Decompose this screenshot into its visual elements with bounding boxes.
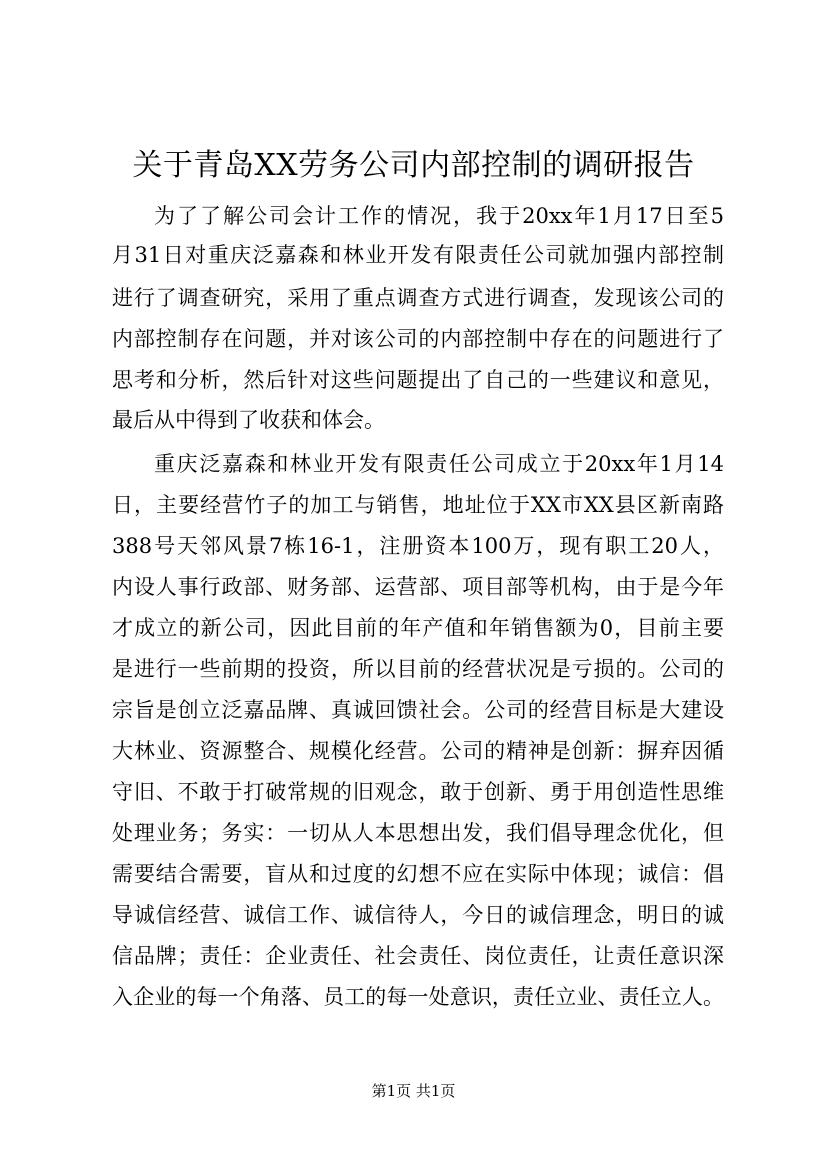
paragraph-2-line-8: 大林业、资源整合、规模化经营。公司的精神是创新：摒弃因循 (112, 739, 724, 763)
paragraph-1-line-4: 内部控制存在问题，并对该公司的内部控制中存在的问题进行了 (112, 327, 724, 351)
paragraph-2-line-11: 需要结合需要，盲从和过度的幻想不应在实际中体现；诚信：倡 (112, 862, 724, 886)
paragraph-2-line-6: 是进行一些前期的投资，所以目前的经营状况是亏损的。公司的 (112, 657, 724, 681)
paragraph-2-line-9: 守旧、不敢于打破常规的旧观念，敢于创新、勇于用创造性思维 (112, 780, 724, 804)
paragraph-1-line-3: 进行了调查研究，采用了重点调查方式进行调查，发现该公司的 (112, 286, 724, 310)
paragraph-2-line-5: 才成立的新公司，因此目前的年产值和年销售额为0，目前主要 (112, 616, 724, 640)
paragraph-2-line-2: 日，主要经营竹子的加工与销售，地址位于XX市XX县区新南路 (112, 493, 724, 517)
paragraph-2-line-10: 处理业务；务实：一切从人本思想出发，我们倡导理念优化，但 (112, 821, 724, 845)
paragraph-1-line-1: 为了了解公司会计工作的情况，我于20xx年1月17日至5 (154, 204, 724, 228)
paragraph-1-line-6: 最后从中得到了收获和体会。 (112, 408, 385, 432)
page-number-footer: 第1页 共1页 (371, 1082, 456, 1100)
paragraph-2-line-1: 重庆泛嘉森和林业开发有限责任公司成立于20xx年1月14 (154, 452, 724, 476)
document-title: 关于青岛XX劳务公司内部控制的调研报告 (132, 148, 695, 183)
paragraph-2-line-3: 388号天邻风景7栋16-1，注册资本100万，现有职工20人， (112, 534, 724, 558)
paragraph-2-line-7: 宗旨是创立泛嘉品牌、真诚回馈社会。公司的经营目标是大建设 (112, 698, 724, 722)
paragraph-2-line-12: 导诚信经营、诚信工作、诚信待人，今日的诚信理念，明日的诚 (112, 903, 724, 927)
paragraph-2-line-14: 入企业的每一个角落、员工的每一处意识，责任立业、责任立人。 (112, 985, 724, 1009)
paragraph-2-line-13: 信品牌；责任：企业责任、社会责任、岗位责任，让责任意识深 (112, 944, 724, 968)
paragraph-1-line-5: 思考和分析，然后针对这些问题提出了自己的一些建议和意见， (112, 368, 724, 392)
paragraph-1-line-2: 月31日对重庆泛嘉森和林业开发有限责任公司就加强内部控制 (112, 243, 724, 267)
paragraph-2-line-4: 内设人事行政部、财务部、运营部、项目部等机构，由于是今年 (112, 575, 724, 599)
